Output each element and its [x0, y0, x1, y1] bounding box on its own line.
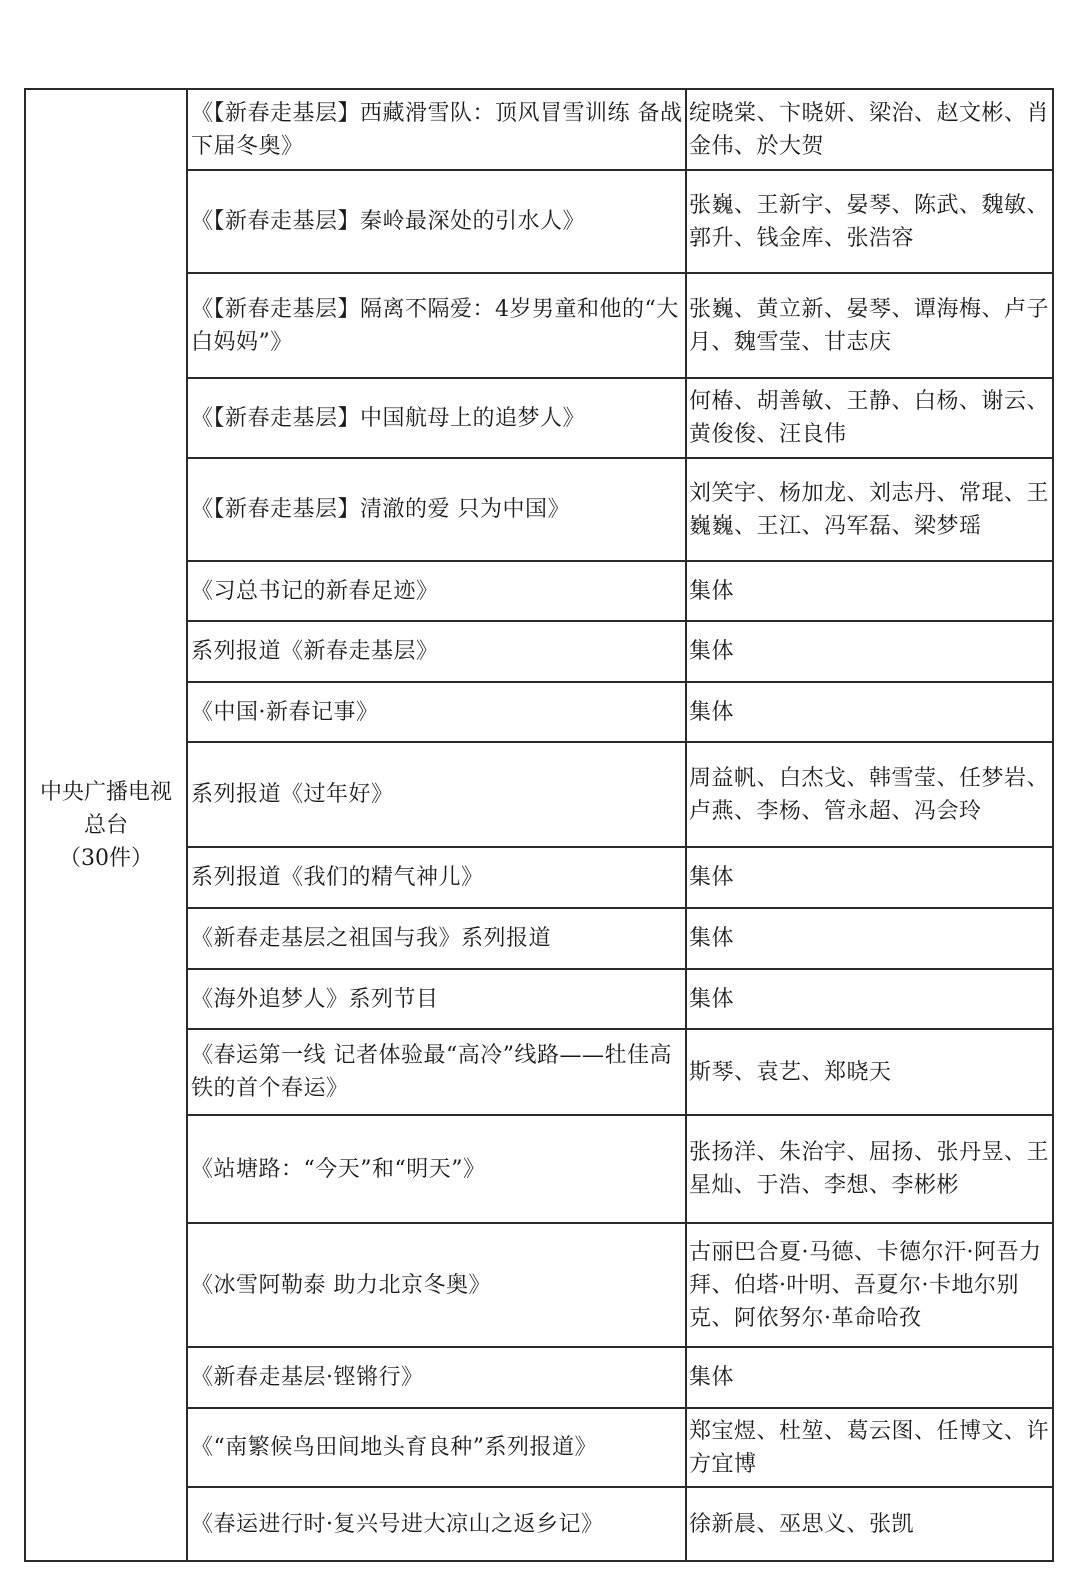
work-title: 《新春走基层·铿锵行》	[187, 1347, 686, 1408]
work-authors: 集体	[686, 847, 1053, 908]
work-authors: 刘笑宇、杨加龙、刘志丹、常琨、王巍巍、王江、冯军磊、梁梦瑶	[686, 458, 1053, 561]
organization-name-line1: 中央广播电视	[39, 779, 172, 805]
work-title: 《【新春走基层】西藏滑雪队：顶风冒雪训练 备战下届冬奥》	[187, 89, 686, 170]
work-authors: 集体	[686, 969, 1053, 1029]
work-authors: 徐新晨、巫思义、张凯	[686, 1487, 1053, 1561]
work-title: 《【新春走基层】中国航母上的追梦人》	[187, 378, 686, 458]
work-authors: 斯琴、袁艺、郑晓天	[686, 1029, 1053, 1115]
work-authors: 张巍、王新宇、晏琴、陈武、魏敏、郭升、钱金库、张浩容	[686, 170, 1053, 273]
work-title: 《【新春走基层】秦岭最深处的引水人》	[187, 170, 686, 273]
work-title: 《【新春走基层】清澈的爱 只为中国》	[187, 458, 686, 561]
work-title: 《中国·新春记事》	[187, 682, 686, 742]
work-authors: 何椿、胡善敏、王静、白杨、谢云、黄俊俊、汪良伟	[686, 378, 1053, 458]
organization-name-line2: 总台	[83, 812, 128, 838]
work-title: 系列报道《我们的精气神儿》	[187, 847, 686, 908]
work-authors: 集体	[686, 682, 1053, 742]
work-title: 《习总书记的新春足迹》	[187, 561, 686, 621]
work-authors: 张扬洋、朱治宇、屈扬、张丹昱、王星灿、于浩、李想、李彬彬	[686, 1115, 1053, 1223]
work-authors: 张巍、黄立新、晏琴、谭海梅、卢子月、魏雪莹、甘志庆	[686, 273, 1053, 378]
work-authors: 古丽巴合夏·马德、卡德尔汗·阿吾力拜、伯塔·叶明、吾夏尔·卡地尔别克、阿依努尔·革命哈孜	[686, 1223, 1053, 1347]
work-authors: 集体	[686, 561, 1053, 621]
work-title: 《【新春走基层】隔离不隔爱：4岁男童和他的“大白妈妈”》	[187, 273, 686, 378]
work-title: 《海外追梦人》系列节目	[187, 969, 686, 1029]
work-title: 系列报道《新春走基层》	[187, 621, 686, 682]
organization-cell	[25, 89, 187, 1561]
work-title: 《站塘路：“今天”和“明天”》	[187, 1115, 686, 1223]
work-title: 系列报道《过年好》	[187, 742, 686, 847]
work-title: 《春运进行时·复兴号进大凉山之返乡记》	[187, 1487, 686, 1561]
work-authors: 郑宝煜、杜堃、葛云图、任博文、许方宜博	[686, 1408, 1053, 1487]
work-authors: 周益帆、白杰戈、韩雪莹、任梦岩、卢燕、李杨、管永超、冯会玲	[686, 742, 1053, 847]
work-title: 《冰雪阿勒泰 助力北京冬奥》	[187, 1223, 686, 1347]
work-title: 《“南繁候鸟田间地头育良种”系列报道》	[187, 1408, 686, 1487]
work-authors: 绽晓棠、卞晓妍、梁治、赵文彬、肖金伟、於大贺	[686, 89, 1053, 170]
organization-count: （30件）	[59, 845, 153, 871]
work-authors: 集体	[686, 621, 1053, 682]
work-authors: 集体	[686, 908, 1053, 969]
work-title: 《春运第一线 记者体验最“高冷”线路——牡佳高铁的首个春运》	[187, 1029, 686, 1115]
work-title: 《新春走基层之祖国与我》系列报道	[187, 908, 686, 969]
work-authors: 集体	[686, 1347, 1053, 1408]
table-row	[25, 89, 1053, 170]
award-table	[24, 88, 1054, 1562]
